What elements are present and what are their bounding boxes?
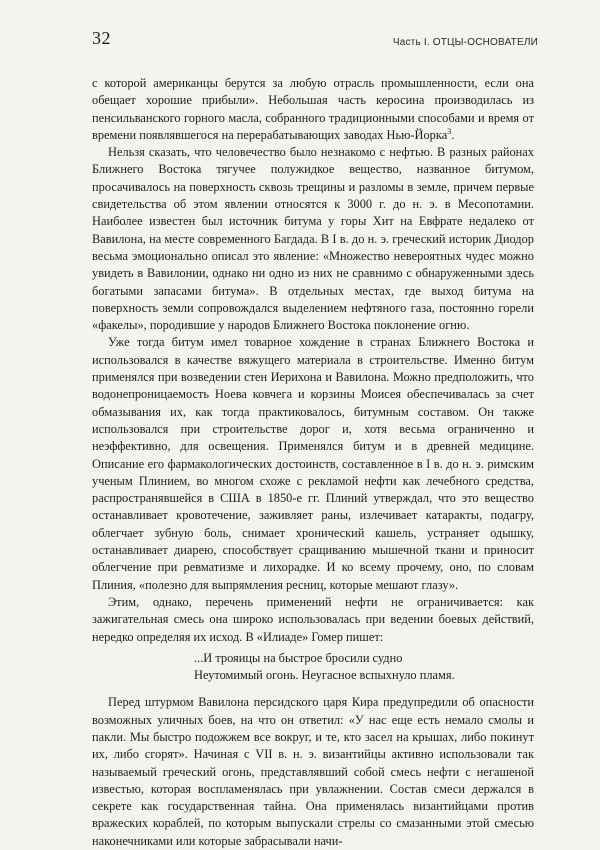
paragraph-2: Нельзя сказать, что человечество было незнакомо с нефтью. В разных районах Ближнего Востока тягучее полужидкое вещество, названное битумом, просачивалось на поверхность сквозь трещины и разломы в земле, причем первые свидетельства об этом явлении относятся к 3000 г. до н. э. в Месопотамии. Наиболее известен был источник битума у горы Хит на Евфрате недалеко от Вавилона, на месте современного Багдада. В I в. до н. э. греческий историк Диодор весьма эмоционально описал это явление: «Множество невероятных чудес можно увидеть в Вавилонии, однако ни одно из них не сравнимо с обнаруженными здесь богатыми запасами битума». В отдельных местах, где выход битума на поверхность земли сопровождался выделением нефтяного газа, постоянно горели «факелы», породившие у народов Ближнего Востока поклонение огню. [92,145,534,333]
page-number: 32 [92,28,111,48]
verse-line: ...И трояицы на быстрое бросили судно [194,650,403,665]
verse-line: Неутомимый огонь. Неугасное вспыхнуло пламя. [194,668,455,683]
body-text [92,75,534,850]
paragraph-1: с которой американцы берутся за любую отрасль промышленности, если она обещает хорошие прибыли». Небольшая часть керосина производилась из пенсильванского горного масла, собранного традиционными способами и время от времени появлявшегося на перерабатывающих заводах Нью-Йорка$^3$. [92,76,534,142]
running-head: Часть I. ОТЦЫ-ОСНОВАТЕЛИ [392,37,538,48]
paragraph-4: Этим, однако, перечень применений нефти не ограничивается: как зажигательная смесь она широко использовалась при ведении боевых действий, нередко определяя их исход. В «Илиаде» Гомер пишет: [92,594,534,644]
paragraph-3: Уже тогда битум имел товарное хождение в странах Ближнего Востока и использовался в качестве вяжущего материала в строительстве. Именно битум применялся при возведении стен Иерихона и Вавилона. Можно предположить, что водонепроницаемость Ноева ковчега и корзины Моисея обеспечивалась за счет обмазывания их, как тогда практиковалось, битумным составом. Он также использовался при строительстве дорог и, хотя весьма ограниченно и неэффективно, для освещения. Применялся битум и в древней медицине. Описание его фармакологических достоинств, составленное в I в. до н. э. римским ученым Плинием, во многом схоже с рекламой нефти как лечебного средства, распространявшейся в США в 1850-е гг. Плиний утверждал, что это вещество останавливает кровотечение, заживляет раны, излечивает катаракты, подагру, облегчает зубную боль, снимает хронический кашель, устраняет одышку, останавливает диарею, способствует сращиванию мышечной ткани и приносит облегчение при ревматизме и лихорадке. И ко всему прочему, оно, по словам Плиния, «полезно для выпрямления ресниц, которые мешают глазу». [92,335,534,592]
verse-quote [92,650,534,685]
paragraph-5: Перед штурмом Вавилона персидского царя Кира предупредили об опасности возможных уличных боев, на что он ответил: «У нас еще есть немало смолы и пакли. Мы быстро подожжем все вокруг, и те, кто засел на крышах, либо покинут их, либо сгорят». Начиная с VII в. н. э. византийцы активно использовали так называемый греческий огонь, представлявший собой смесь нефти с негашеной известью, которая воспламенялась при увлажнении. Состав смеси держался в секрете как государственная тайна. Она применялась византийцами против вражеских кораблей, по которым выпускали стрелы со смазанными этой смесью наконечниками или которые забрасывали начи- [92,695,534,848]
footnote-reference[interactable]: 3 [447,126,452,136]
